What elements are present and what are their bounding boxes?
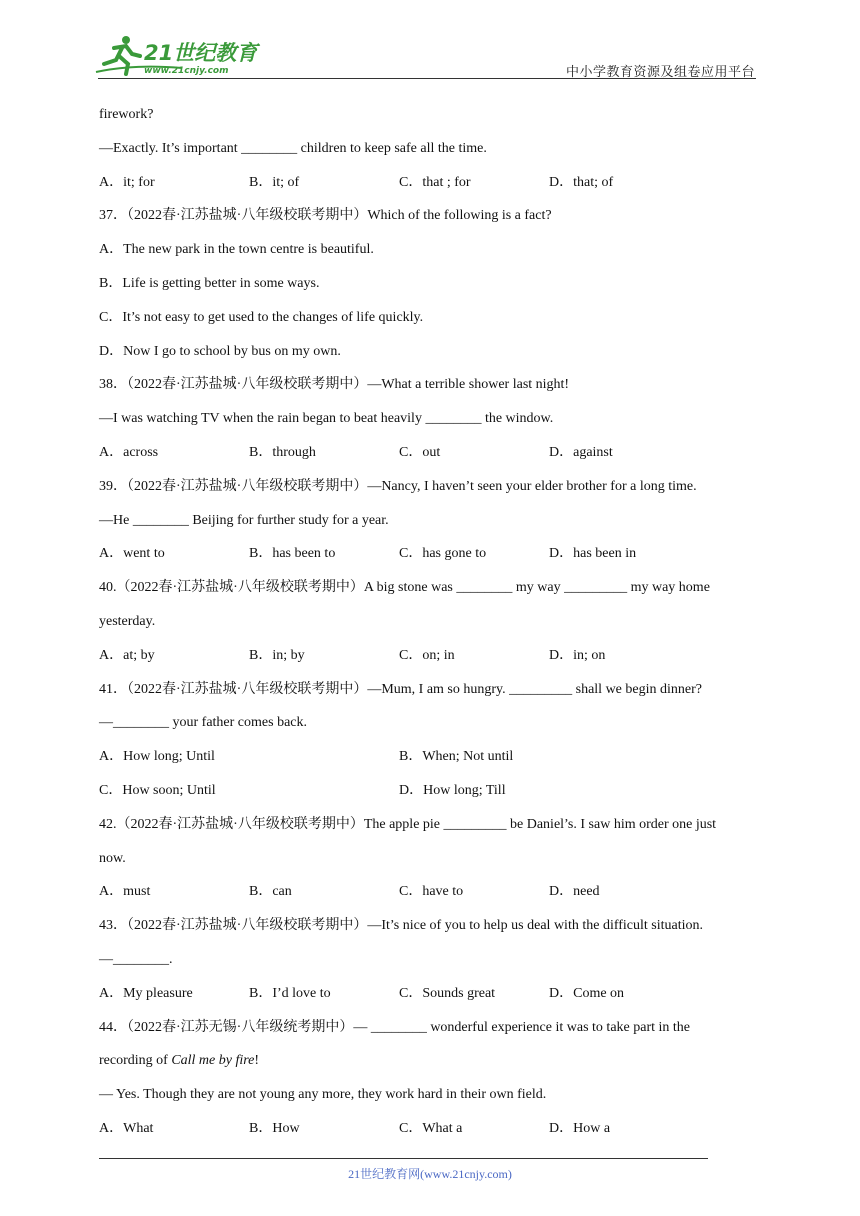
- page-header: [0, 0, 860, 80]
- text-fragment: !: [254, 1053, 260, 1069]
- answer-options: [99, 740, 764, 774]
- text-line: 38．（2022春·江苏盐城·八年级校联考期中）—What a terrible shower last night!: [99, 377, 570, 393]
- answer-option: A．What: [99, 1120, 154, 1136]
- answer-options: [99, 436, 764, 470]
- text-line: firework?: [99, 107, 154, 122]
- text-line: 39．（2022春·江苏盐城·八年级校联考期中）—Nancy, I haven’t seen your elder brother for a long time.: [99, 478, 697, 494]
- answer-options: [99, 639, 764, 673]
- answer-option: A．My pleasure: [99, 985, 193, 1001]
- answer-option: A．across: [99, 444, 159, 460]
- answer-option: B．it; of: [249, 174, 300, 190]
- text-line: 41．（2022春·江苏盐城·八年级校联考期中）—Mum, I am so hungry. _________ shall we begin dinner?: [99, 681, 702, 697]
- header-divider: [98, 78, 756, 79]
- text-line: —________ your father comes back.: [99, 715, 307, 731]
- answer-option: D．has been in: [549, 546, 637, 562]
- answer-option: C．that ; for: [399, 174, 471, 190]
- answer-option: C．have to: [399, 884, 464, 900]
- question-list: [99, 98, 764, 1146]
- answer-option: A．How long; Until: [99, 749, 215, 765]
- answer-options: [99, 166, 764, 200]
- answer-option: D．need: [549, 884, 600, 900]
- answer-option: C．How soon; Until: [99, 782, 216, 798]
- text-line: D．Now I go to school by bus on my own.: [99, 343, 341, 359]
- answer-option: A．must: [99, 884, 151, 900]
- text-line: 42.（2022春·江苏盐城·八年级校联考期中）The apple pie _________ be Daniel’s. I saw him order one just: [99, 816, 717, 832]
- answer-option: D．How long; Till: [399, 782, 506, 798]
- text-line: C．It’s not easy to get used to the changes of life quickly.: [99, 309, 424, 325]
- header-tagline: 中小学教育资源及组卷应用平台: [565, 65, 755, 80]
- answer-option: B．can: [249, 884, 292, 900]
- answer-option: B．I’d love to: [249, 985, 331, 1001]
- text-line: —I was watching TV when the rain began to beat heavily ________ the window.: [99, 411, 554, 427]
- answer-option: D．in; on: [549, 647, 606, 663]
- answer-option: D．against: [549, 444, 613, 460]
- song-title: Call me by fire: [171, 1053, 255, 1069]
- answer-option: A．at; by: [99, 647, 155, 663]
- text-line: —Exactly. It’s important ________ children to keep safe all the time.: [99, 140, 487, 156]
- logo-text: 21世纪教育: [144, 41, 258, 65]
- answer-option: C．on; in: [399, 647, 455, 663]
- logo-url: www.21cnjy.com: [144, 66, 229, 76]
- footer-text: 21世纪教育网(www.21cnjy.com): [348, 1167, 512, 1181]
- answer-option: C．Sounds great: [399, 985, 496, 1001]
- answer-option: B．How: [249, 1120, 300, 1136]
- text-line: yesterday.: [99, 613, 156, 629]
- text-line: B．Life is getting better in some ways.: [99, 275, 320, 291]
- answer-options: [99, 774, 764, 808]
- answer-options: [99, 1112, 764, 1146]
- answer-option: B．has been to: [249, 546, 336, 562]
- text-line: —He ________ Beijing for further study for a year.: [99, 512, 389, 528]
- answer-option: B．in; by: [249, 647, 305, 663]
- answer-options: [99, 977, 764, 1011]
- answer-option: C．out: [399, 444, 441, 460]
- text-line: — Yes. Though they are not young any more, they work hard in their own field.: [99, 1087, 547, 1103]
- answer-option: C．What a: [399, 1120, 463, 1136]
- text-line: —________.: [99, 951, 173, 967]
- site-logo: [92, 34, 262, 78]
- answer-option: D．Come on: [549, 985, 625, 1001]
- text-line: 44．（2022春·江苏无锡·八年级统考期中）— ________ wonderful experience it was to take part in the: [99, 1019, 691, 1035]
- answer-option: B．When; Not until: [399, 749, 514, 765]
- answer-option: D．How a: [549, 1120, 611, 1136]
- text-line: A．The new park in the town centre is beautiful.: [99, 242, 374, 258]
- text-fragment: recording of: [99, 1053, 172, 1069]
- answer-option: A．it; for: [99, 174, 155, 190]
- answer-option: C．has gone to: [399, 546, 487, 562]
- answer-options: [99, 537, 764, 571]
- answer-option: B．through: [249, 444, 316, 460]
- footer-divider: [99, 1158, 708, 1159]
- text-line: 43．（2022春·江苏盐城·八年级校联考期中）—It’s nice of you to help us deal with the difficult situation.: [99, 918, 704, 934]
- answer-option: D．that; of: [549, 174, 614, 190]
- text-line: [99, 1044, 764, 1078]
- answer-option: A．went to: [99, 546, 165, 562]
- text-line: now.: [99, 850, 126, 866]
- text-line: 37．（2022春·江苏盐城·八年级校联考期中）Which of the following is a fact?: [99, 208, 552, 224]
- answer-options: [99, 875, 764, 909]
- text-line: 40.（2022春·江苏盐城·八年级校联考期中）A big stone was ________ my way _________ my way home: [99, 580, 710, 596]
